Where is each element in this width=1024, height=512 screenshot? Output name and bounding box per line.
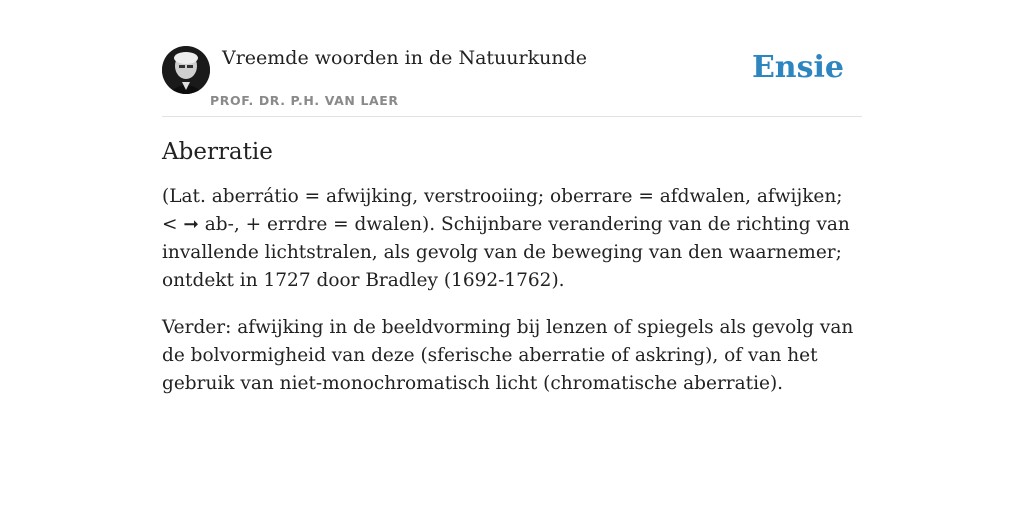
book-title[interactable]: Vreemde woorden in de Natuurkunde [222, 47, 587, 69]
ensie-logo[interactable]: Ensie [751, 50, 844, 85]
author-avatar[interactable] [162, 46, 210, 94]
header [162, 46, 862, 117]
portrait-icon [162, 46, 210, 94]
article-paragraph: (Lat. aberrátio = afwijking, verstrooiing; oberrare = afdwalen, afwijken; < ➞ ab-, + errdre = dwalen). Schijnbare verandering van de richting van invallende lichtstralen, als gevolg van de beweging van den waarnemer; ontdekt in 1727 door Bradley (1692-1762). [162, 186, 850, 291]
article-paragraph: Verder: afwijking in de beeldvorming bij lenzen of spiegels als gevolg van de bolvormigheid van deze (sferische aberratie of askring), of van het gebruik van niet-monochromatisch licht (chromatische aberratie). [162, 317, 854, 394]
author-name[interactable]: PROF. DR. P.H. VAN LAER [210, 93, 399, 108]
entry-title: Aberratie [162, 139, 273, 165]
article [162, 139, 862, 417]
